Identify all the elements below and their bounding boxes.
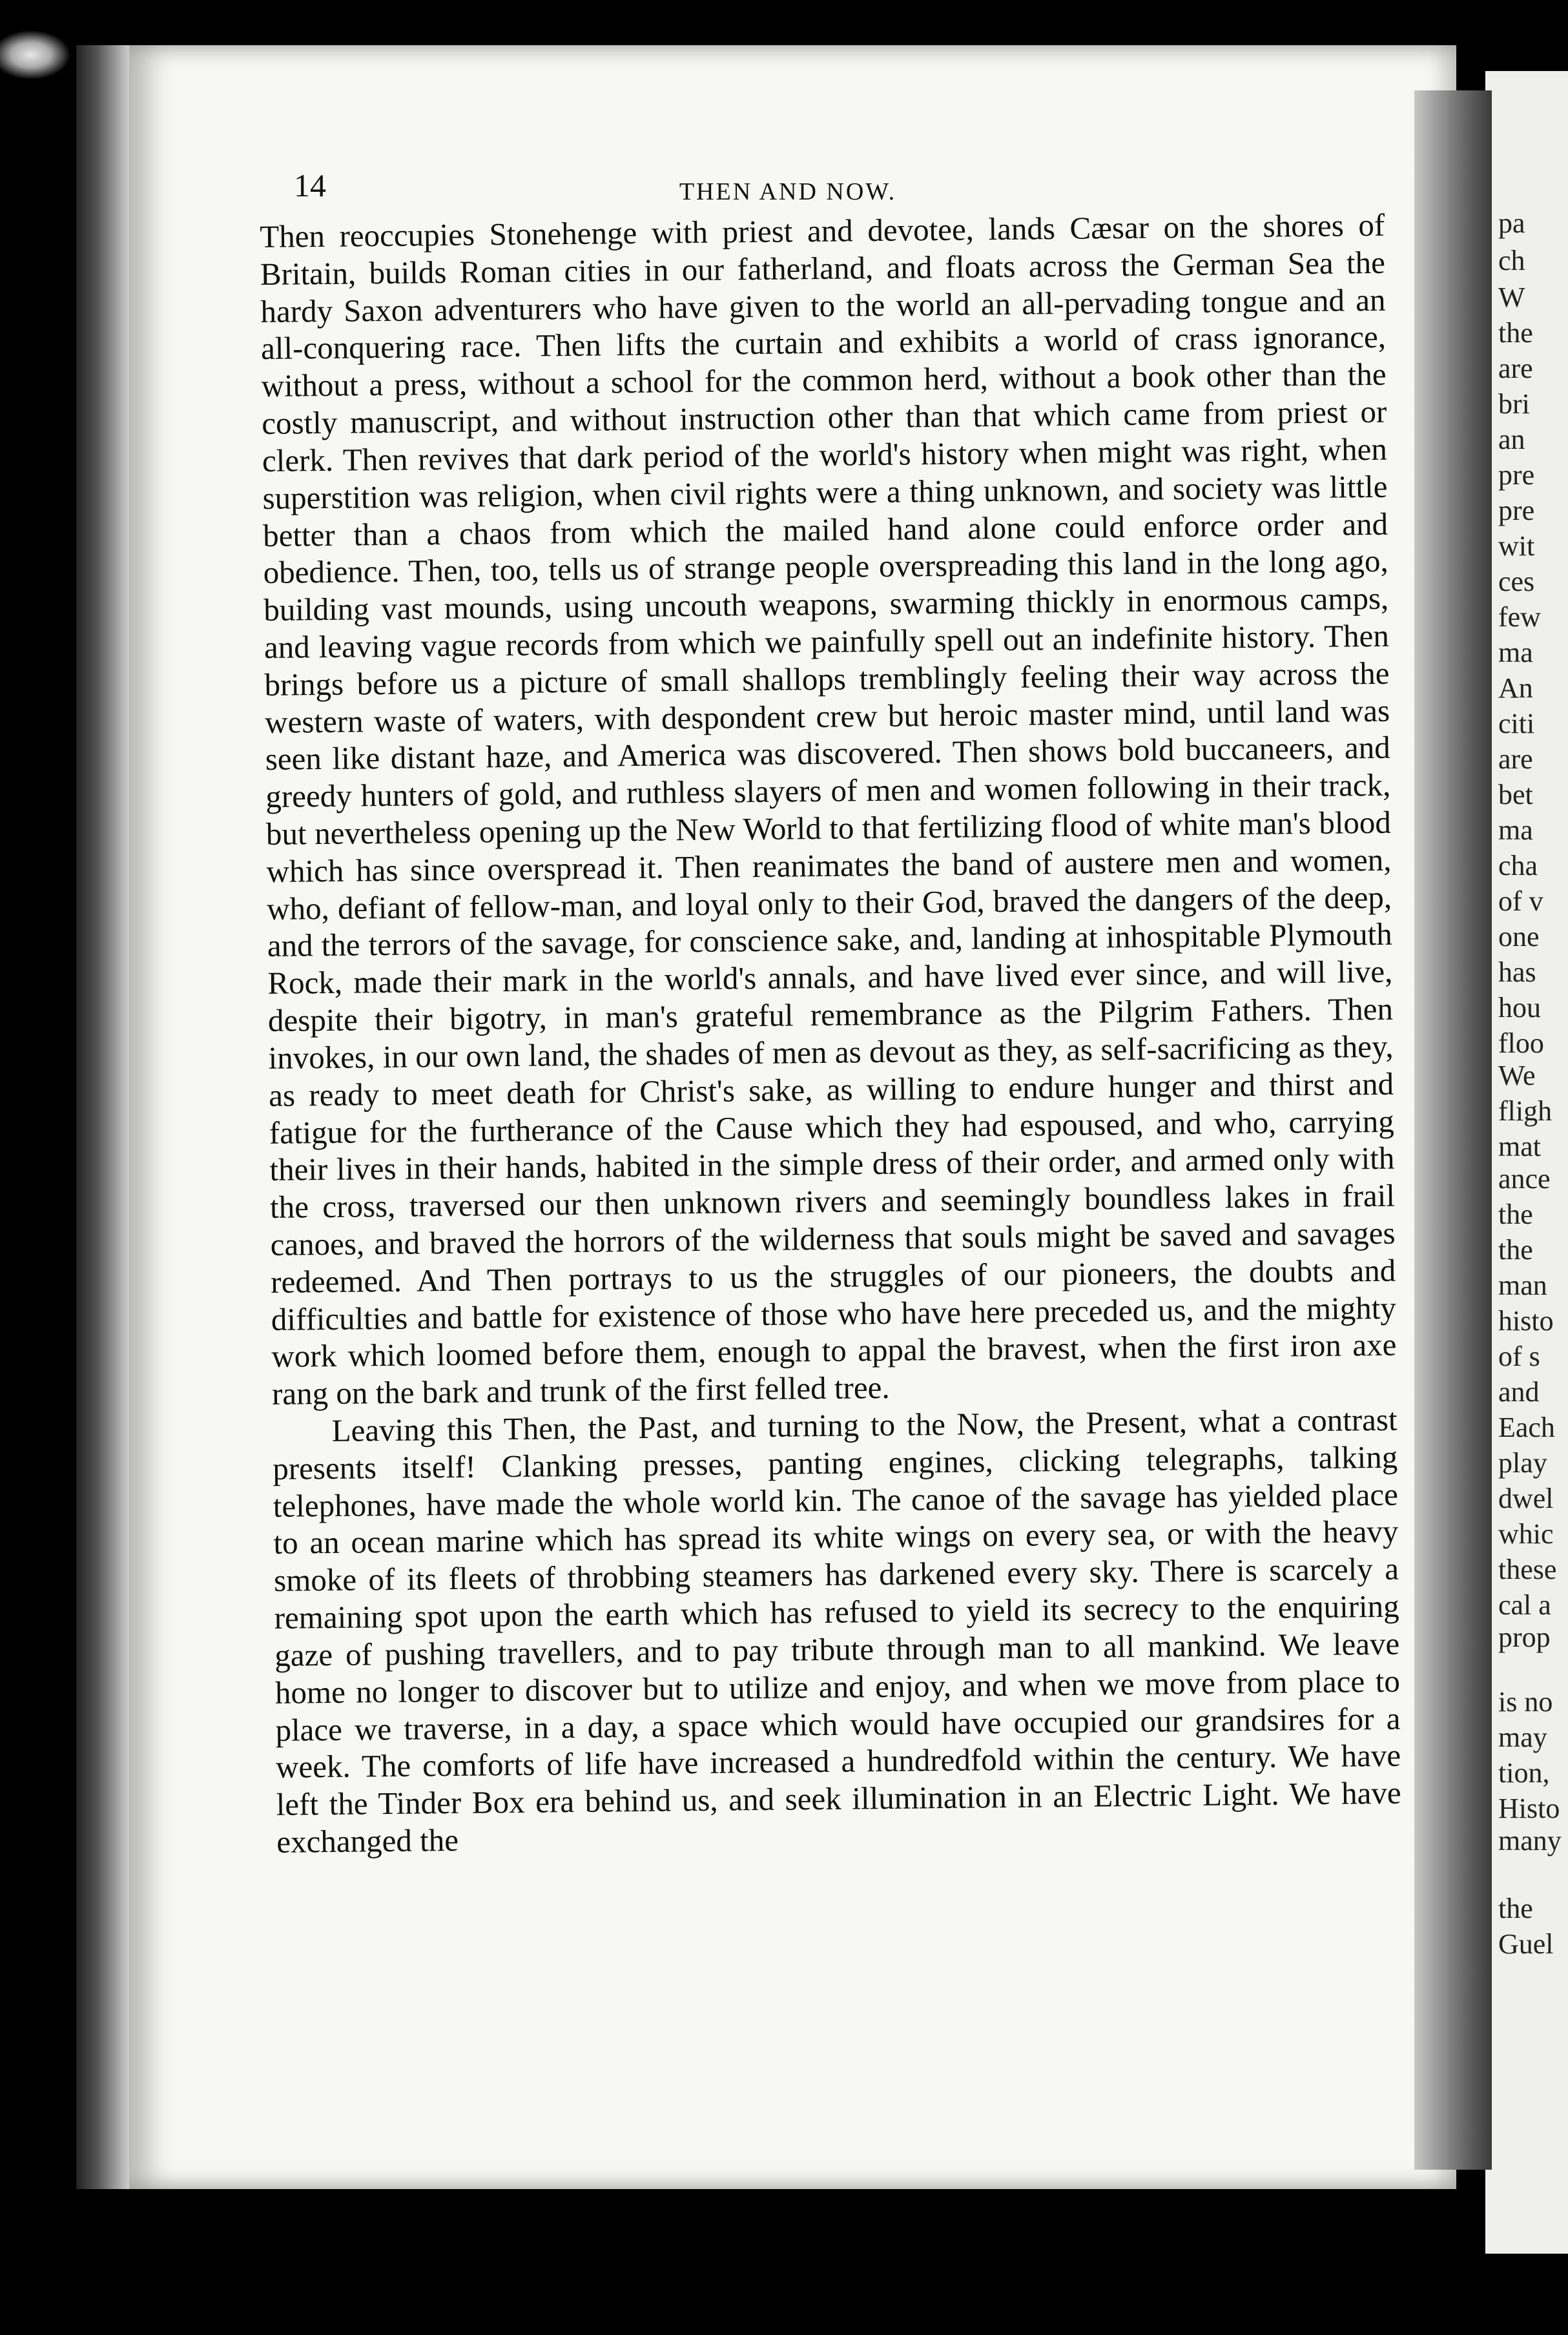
facing-page-fragment: may <box>1498 1722 1547 1753</box>
facing-page-fragment: hou <box>1498 992 1541 1023</box>
facing-page-fragment: the <box>1498 1893 1533 1924</box>
facing-page-fragment: the <box>1498 1198 1533 1230</box>
page-edge-shadow <box>1414 90 1492 2170</box>
facing-page-fragment: pa <box>1498 207 1525 239</box>
facing-page-fragment: are <box>1498 353 1533 384</box>
facing-page-fragment: bri <box>1498 388 1530 420</box>
facing-page-fragment: ces <box>1498 566 1535 597</box>
scan-smudge <box>0 26 77 84</box>
facing-page-fragment: has <box>1498 956 1536 988</box>
facing-page-fragment: Each <box>1498 1412 1555 1443</box>
facing-page-fragment: few <box>1498 601 1541 633</box>
facing-page-fragment: W <box>1498 282 1525 313</box>
facing-page-fragment: An <box>1498 672 1533 704</box>
facing-page-fragment: citi <box>1498 708 1535 739</box>
body-text <box>260 207 1402 1861</box>
facing-page-fragment: wit <box>1498 530 1535 562</box>
facing-page-fragment: histo <box>1498 1305 1554 1337</box>
facing-page-fragment: mat <box>1498 1131 1541 1162</box>
facing-page-fragment: dwel <box>1498 1483 1554 1514</box>
facing-page-fragment: whic <box>1498 1518 1554 1550</box>
facing-page-fragment: prop <box>1498 1621 1551 1653</box>
facing-page-fragment: these <box>1498 1554 1557 1585</box>
facing-page-fragment: ma <box>1498 637 1533 668</box>
page-number: 14 <box>294 167 326 203</box>
facing-page-fragment: of s <box>1498 1341 1540 1372</box>
facing-page-fragment: and <box>1498 1376 1540 1408</box>
facing-page-fragment: floo <box>1498 1027 1544 1059</box>
facing-page-fragment: play <box>1498 1447 1547 1479</box>
facing-page-fragment: We <box>1498 1060 1536 1091</box>
facing-page-fragment: pre <box>1498 495 1535 526</box>
facing-page-fragment: one <box>1498 921 1540 952</box>
facing-page-fragment: an <box>1498 424 1525 455</box>
paragraph-then: Then reoccupies Stonehenge with priest and devotee, lands Cæsar on the shores of Britain, builds Roman cities in our fatherland, and floats across the German Sea the hardy Saxon adventurers who have given to the world an all-pervading tongue and an all-conquering race. Then lifts the curtain and exhibits a world of crass ignorance, without a press, without a school for the common herd, without a book other than the costly manuscript, and without instruction other than that which came from priest or clerk. Then revives that dark period of the world's history when might was right, when superstition was religion, when civil rights were a thing unknown, and society was little better than a chaos from which the mailed hand alone could enforce order and obedience. Then, too, tells us of strange people overspreading this land in the long ago, building vast mounds, using uncouth weapons, swarming thickly in enormous camps, and leaving vague records from which we painfully spell out an indefinite history. Then brings before us a picture of small shallops tremblingly feeling their way across the western waste of waters, with despondent crew but heroic master mind, until land was seen like distant haze, and America was discovered. Then shows bold buccaneers, and greedy hunters of gold, and ruthless slayers of men and women following in their track, but nevertheless opening up the New World to that fertilizing flood of white man's blood which has since overspread it. Then reanimates the band of austere men and women, who, defiant of fellow-man, and loyal only to their God, braved the dangers of the deep, and the terrors of the savage, for conscience sake, and, landing at inhospitable Plymouth Rock, made their mark in the world's annals, and have lived ever since, and will live, despite their bigotry, in man's grateful remembrance as the Pilgrim Fathers. Then invokes, in our own land, the shades of men as devout as they, as self-sacrificing as they, as ready to meet death for Christ's sake, as willing to endure hunger and thirst and fatigue for the furtherance of the Cause which they had espoused, and who, carrying their lives in their hands, habited in the simple dress of their order, and armed only with the cross, traversed our then unknown rivers and seemingly boundless lakes in frail canoes, and braved the horrors of the wilderness that souls might be saved and savages redeemed. And Then portrays to us the struggles of our pioneers, the doubts and difficulties and battle for existence of those who have here preceded us, and the mighty work which loomed before them, enough to appal the bravest, when the first iron axe rang on the bark and trunk of the first felled tree. <box>260 207 1397 1412</box>
facing-page-edge <box>1485 71 1568 2254</box>
facing-page-fragment: Histo <box>1498 1793 1560 1824</box>
facing-page-fragment: tion, <box>1498 1757 1550 1789</box>
facing-page-fragment: fligh <box>1498 1095 1553 1127</box>
facing-page-fragment: bet <box>1498 779 1533 810</box>
facing-page-fragment: pre <box>1498 459 1535 491</box>
facing-page-fragment: are <box>1498 743 1533 775</box>
facing-page-fragment: ance <box>1498 1163 1551 1195</box>
facing-page-fragment: cha <box>1498 850 1538 881</box>
facing-page-fragment: of v <box>1498 885 1543 917</box>
facing-page-fragment: the <box>1498 317 1533 349</box>
facing-page-fragment: Guel <box>1498 1928 1554 1960</box>
facing-page-fragment: is no <box>1498 1686 1553 1718</box>
facing-page-fragment: cal a <box>1498 1589 1551 1621</box>
running-head: THEN AND NOW. <box>679 178 897 205</box>
facing-page-fragment: the <box>1498 1234 1533 1266</box>
facing-page-fragment: ma <box>1498 814 1533 846</box>
facing-page-fragment: man <box>1498 1270 1547 1301</box>
paragraph-now: Leaving this Then, the Past, and turning to the Now, the Present, what a contrast presents itself! Clanking presses, panting engines, clicking telegraphs, talking telephones, have made the whole world kin. The canoe of the savage has yielded place to an ocean marine which has spread its white wings on every sea, or with the heavy smoke of its fleets of throbbing steamers has darkened every sky. There is scarcely a remaining spot upon the earth which has refused to yield its secrecy to the enquiring gaze of pushing travellers, and to pay tribute through man to all mankind. We leave home no longer to discover but to utilize and enjoy, and when we move from place to place we traverse, in a day, a space which would have occupied our grandsires for a week. The comforts of life have increased a hundredfold within the century. We have left the Tinder Box era behind us, and seek illumination in an Electric Light. We have exchanged the <box>272 1401 1401 1860</box>
facing-page-fragment: many <box>1498 1825 1562 1857</box>
facing-page-fragment: ch <box>1498 245 1525 276</box>
